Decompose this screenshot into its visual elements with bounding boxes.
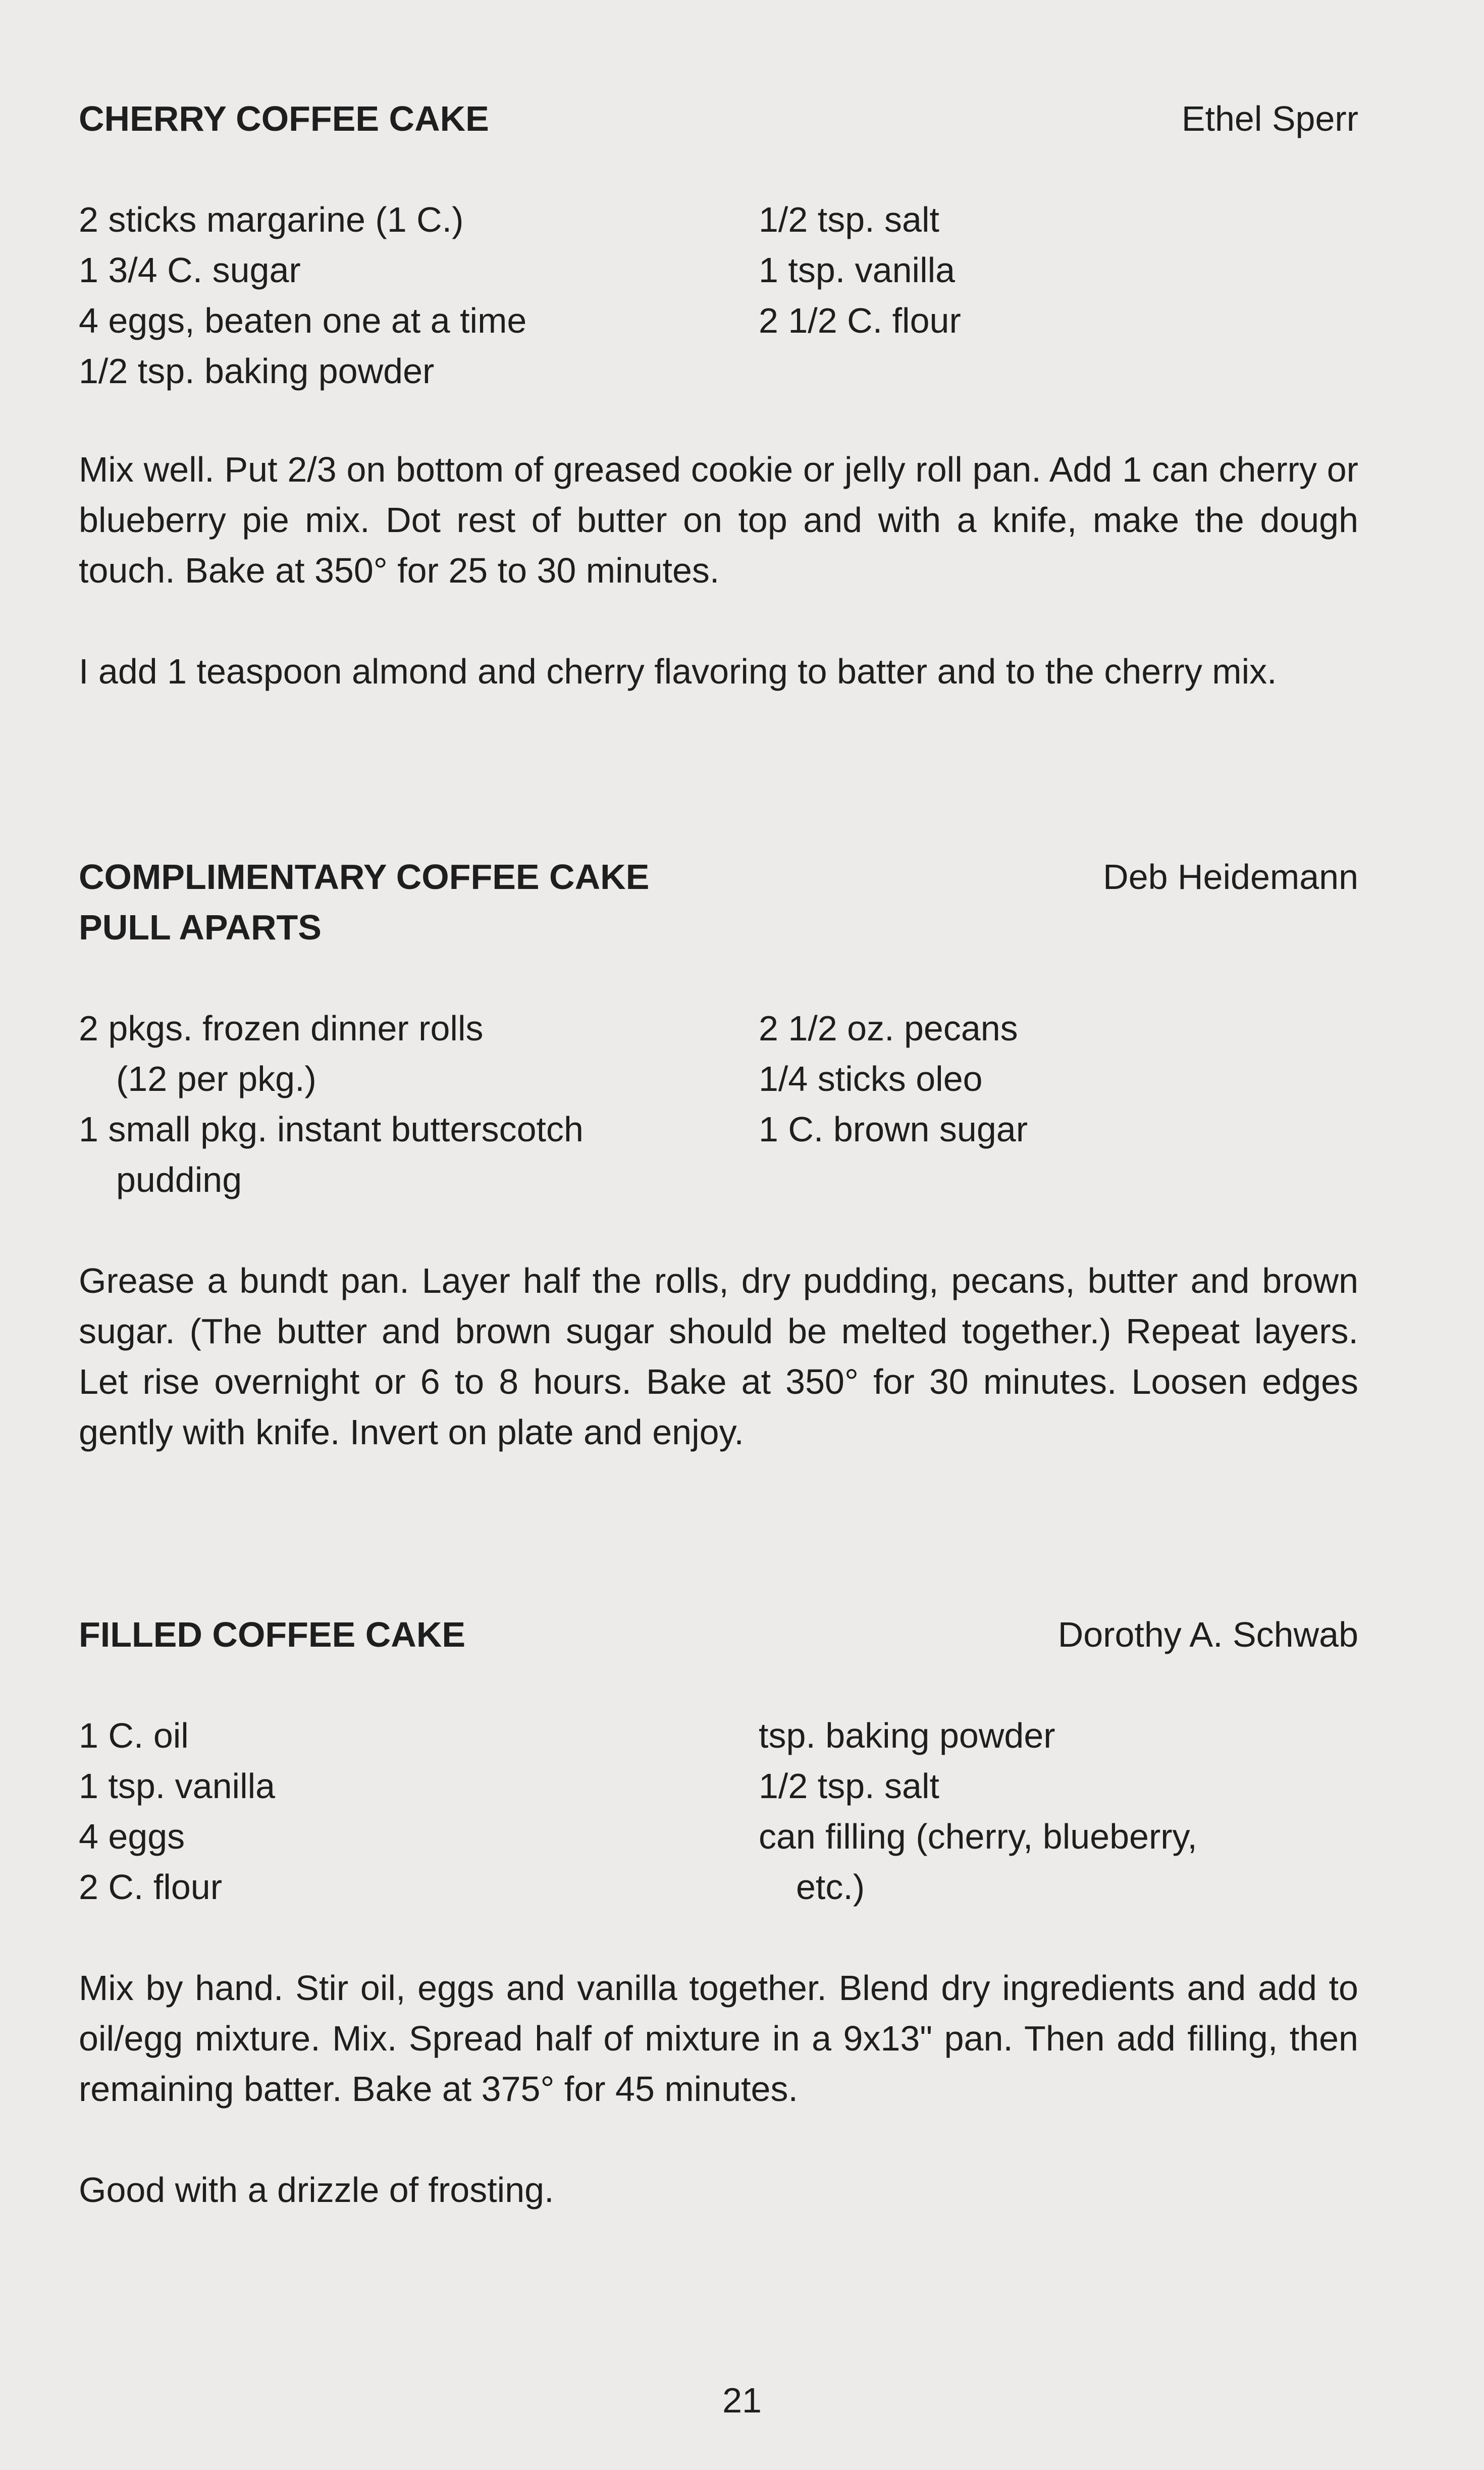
recipe-title-line-2: PULL APARTS	[79, 908, 322, 947]
ingredient: 1/2 tsp. baking powder	[79, 351, 435, 391]
ingredient: 2 1/2 C. flour	[759, 301, 961, 340]
ingredient: 2 pkgs. frozen dinner rolls	[79, 1009, 484, 1048]
recipe-title: COMPLIMENTARY COFFEE CAKE	[79, 857, 650, 897]
instructions-paragraph: Mix well. Put 2/3 on bottom of greased cookie or jelly roll pan. Add 1 can cherry or blueberry pie mix. Dot rest of butter on top and with a knife, make the dough touch. Bake at 350° for 25 to 30 minutes.	[79, 450, 1358, 590]
ingredient: can filling (cherry, blueberry,	[759, 1817, 1197, 1856]
ingredients	[79, 1003, 1358, 1205]
ingredient: tsp. baking powder	[759, 1716, 1055, 1755]
ingredient-continuation: (12 per pkg.)	[116, 1059, 316, 1098]
ingredients	[79, 1710, 1358, 1912]
ingredients-right-column	[759, 194, 1358, 396]
recipe-title: CHERRY COFFEE CAKE	[79, 99, 489, 138]
ingredient: 1 C. oil	[79, 1716, 189, 1755]
recipe-author: Deb Heidemann	[1103, 857, 1358, 897]
instructions-paragraph: Mix by hand. Stir oil, eggs and vanilla together. Blend dry ingredients and add to oil/egg mixture. Mix. Spread half of mixture in a 9x13" pan. Then add filling, then remaining batter. Bake at 375° for 45 minutes.	[79, 1968, 1358, 2109]
ingredient-continuation: etc.)	[796, 1867, 865, 1907]
ingredient: 1 C. brown sugar	[759, 1110, 1028, 1149]
ingredient: 1/4 sticks oleo	[759, 1059, 983, 1098]
note-paragraph: I add 1 teaspoon almond and cherry flavoring to batter and to the cherry mix.	[79, 652, 1277, 691]
ingredient: 1/2 tsp. salt	[759, 200, 939, 239]
ingredient: 1/2 tsp. salt	[759, 1766, 939, 1806]
recipe-header	[79, 852, 1358, 953]
recipe-complimentary-coffee-cake	[79, 852, 1358, 1457]
ingredient: 2 1/2 oz. pecans	[759, 1009, 1018, 1048]
recipe-title: FILLED COFFEE CAKE	[79, 1615, 466, 1654]
ingredients-left-column	[79, 194, 759, 396]
ingredients-right-column	[759, 1710, 1358, 1912]
note-paragraph: Good with a drizzle of frosting.	[79, 2170, 554, 2210]
recipe-cherry-coffee-cake	[79, 93, 1358, 697]
ingredients-right-column	[759, 1003, 1358, 1205]
recipe-filled-coffee-cake	[79, 1609, 1358, 2215]
recipe-author: Ethel Sperr	[1181, 99, 1358, 138]
ingredient: 1 tsp. vanilla	[79, 1766, 276, 1806]
page-number: 21	[722, 2381, 762, 2420]
recipe-header	[79, 93, 1358, 144]
ingredient: 1 tsp. vanilla	[759, 250, 956, 290]
ingredient-continuation: pudding	[116, 1160, 242, 1199]
recipe-title-block	[79, 852, 649, 953]
ingredients-left-column	[79, 1003, 759, 1205]
instructions-paragraph: Grease a bundt pan. Layer half the rolls, dry pudding, pecans, butter and brown sugar. (The butter and brown sugar should be melted together.) Repeat layers. Let rise overnight or 6 to 8 hours. Bake at 350° for 30 minutes. Loosen edges gently with knife. Invert on plate and enjoy.	[79, 1261, 1358, 1452]
ingredient: 2 sticks margarine (1 C.)	[79, 200, 464, 239]
recipe-author: Dorothy A. Schwab	[1057, 1615, 1358, 1654]
ingredient: 1 small pkg. instant butterscotch	[79, 1110, 584, 1149]
ingredient: 4 eggs, beaten one at a time	[79, 301, 527, 340]
ingredient: 4 eggs	[79, 1817, 185, 1856]
ingredients-left-column	[79, 1710, 759, 1912]
ingredient: 2 C. flour	[79, 1867, 222, 1907]
recipe-header	[79, 1609, 1358, 1660]
ingredients	[79, 194, 1358, 396]
ingredient: 1 3/4 C. sugar	[79, 250, 301, 290]
